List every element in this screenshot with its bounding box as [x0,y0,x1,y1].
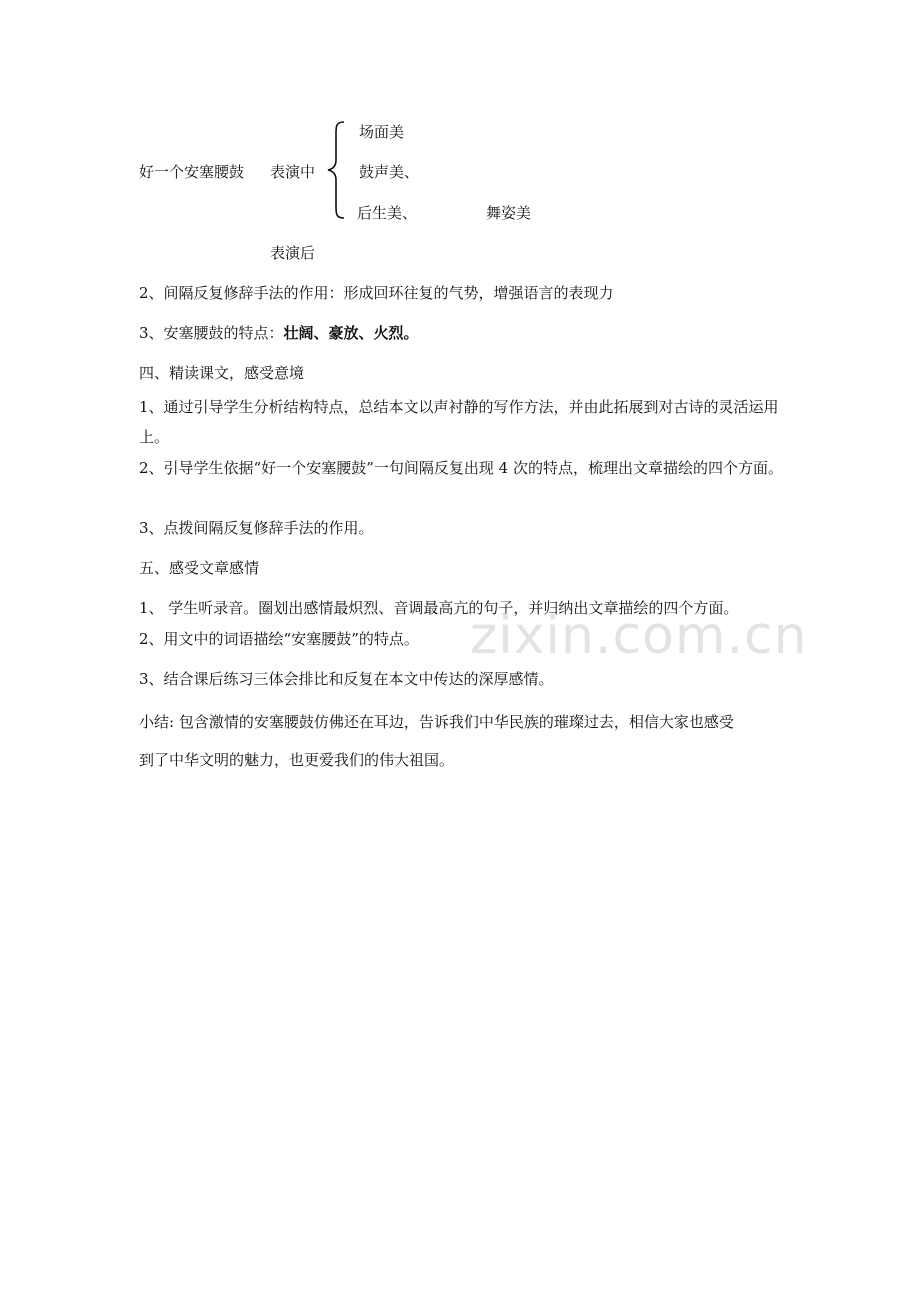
section-five-item-1: 1、 学生听录音。圈划出感情最炽烈、音调最高亢的句子，并归纳出文章描绘的四个方面。 [139,599,739,617]
line-repetition-effect: 2、间隔反复修辞手法的作用：形成回环往复的气势，增强语言的表现力 [139,284,614,302]
section-five-title: 五、感受文章感情 [139,559,260,577]
section-four-title: 四、精读课文，感受意境 [139,364,305,382]
line-drum-features-prefix: 3、安塞腰鼓的特点： [139,324,284,342]
section-five-item-3: 3、结合课后练习三体会排比和反复在本文中传达的深厚感情。 [139,670,554,688]
diagram-root-label: 好一个安塞腰鼓 [139,163,245,181]
line-drum-features-bold: 壮阔、豪放、火烈。 [283,324,419,342]
summary-line-1: 小结: 包含激情的安塞腰鼓仿佛还在耳边，告诉我们中华民族的璀璨过去，相信大家也感受 [139,713,734,731]
line-drum-features [139,321,419,345]
section-five-item-2: 2、用文中的词语描绘“安塞腰鼓”的特点。 [139,630,419,648]
diagram-after-label: 表演后 [270,244,316,262]
diagram-during-label: 表演中 [270,163,316,181]
section-four-item-1: 1、通过引导学生分析结构特点，总结本文以声衬静的写作方法，并由此拓展到对古诗的灵活运用上。 [139,398,779,446]
diagram-item-young-men: 后生美、 [357,204,418,222]
diagram-item-scene: 场面美 [359,123,405,141]
section-four-item-3: 3、点拨间隔反复修辞手法的作用。 [139,519,374,537]
section-four-item-2: 2、引导学生依据“好一个安塞腰鼓”一句间隔反复出现 4 次的特点，梳理出文章描绘的四个方面。 [139,459,783,477]
diagram-item-drum-sound: 鼓声美、 [359,163,420,181]
curly-brace-icon [326,120,348,220]
summary-line-2: 到了中华文明的魅力，也更爱我们的伟大祖国。 [139,751,455,769]
watermark-text: zixin.com.cn [470,606,808,666]
diagram-item-dance: 舞姿美 [486,204,532,222]
